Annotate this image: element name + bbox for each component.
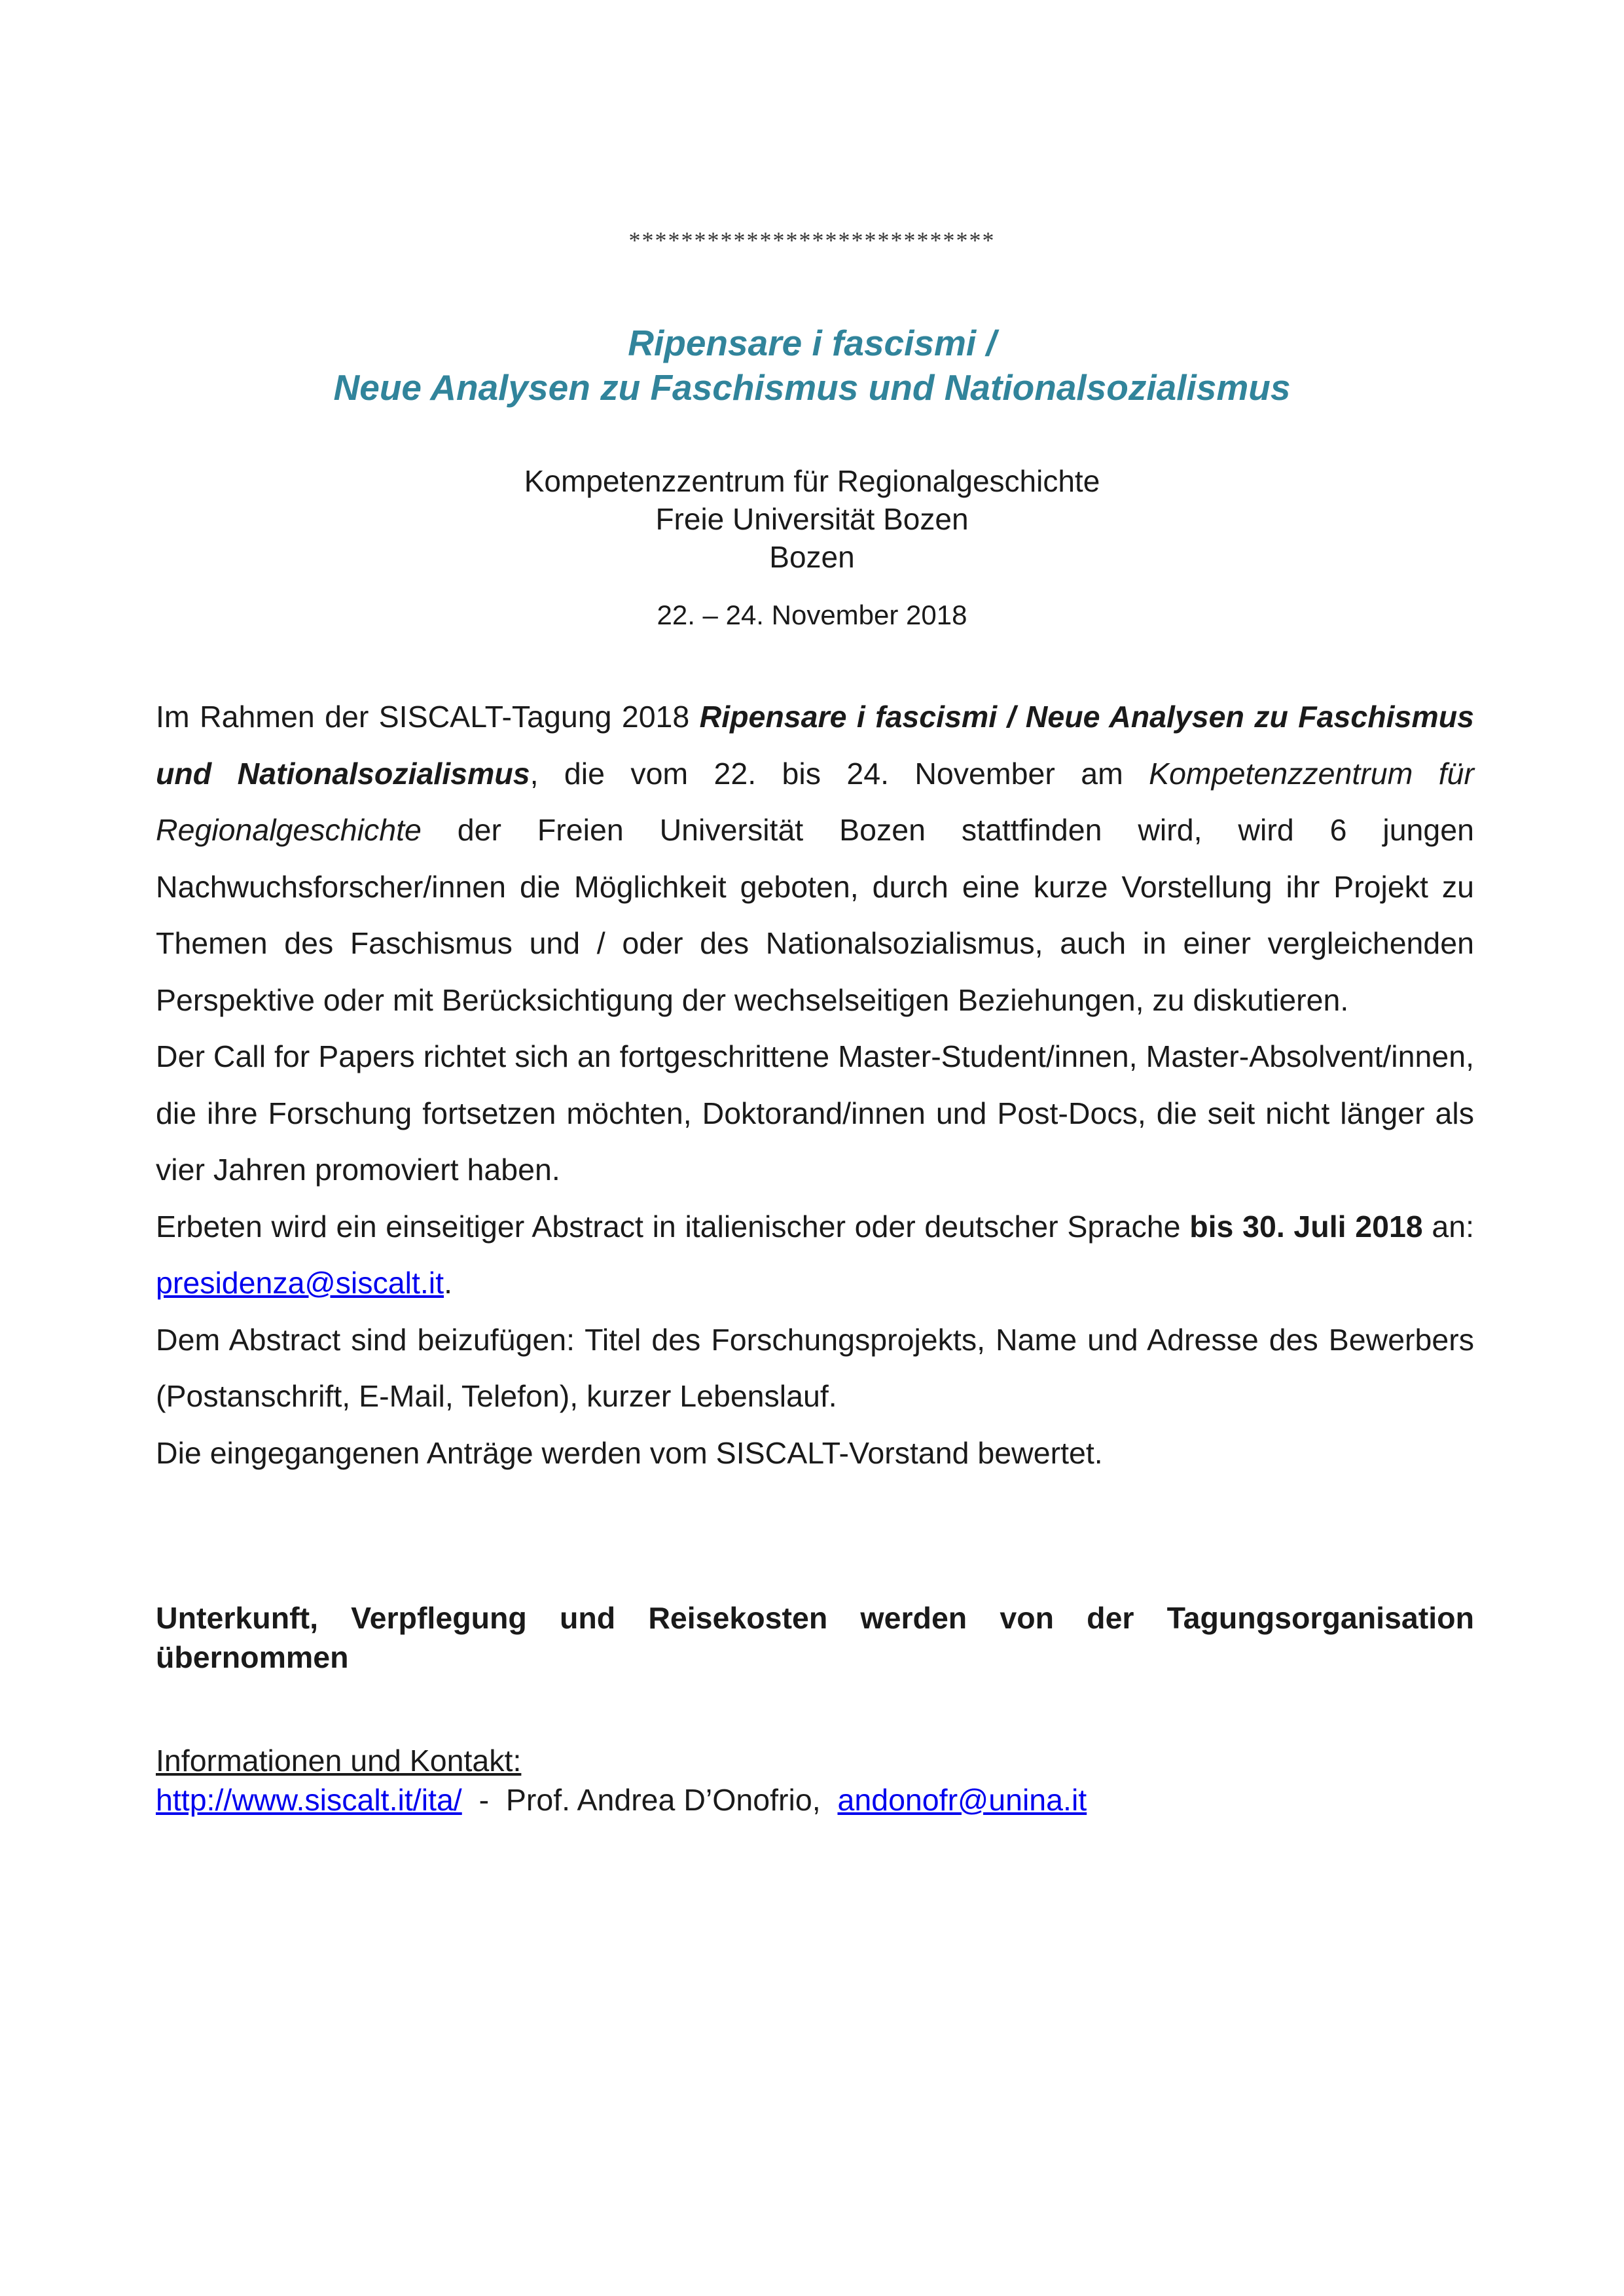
paragraph-3 xyxy=(156,1198,1474,1312)
title-line-1: Ripensare i fascismi / xyxy=(628,323,996,363)
paragraph-1-lead: Im Rahmen der SISCALT-Tagung 2018 xyxy=(156,700,700,734)
deadline-text: bis 30. Juli 2018 xyxy=(1189,1209,1423,1244)
conference-title-inline: Ripensare i fascismi / Neue Analysen zu Faschismus und Nationalsozialismus xyxy=(156,700,1475,791)
paragraph-3-lead: Erbeten wird ein einseitiger Abstract in italienischer oder deutscher Sprache xyxy=(156,1209,1190,1244)
contact-person: Prof. Andrea D’Onofrio, xyxy=(505,1783,838,1817)
contact-block xyxy=(156,1741,1474,1820)
title-line-2: Neue Analysen zu Faschismus und Nationalsozialismus xyxy=(333,367,1291,408)
paragraph-1-rest: der Freien Universität Bozen stattfinden wird, wird 6 jungen Nachwuchsforscher/innen die Möglichkeit geboten, durch eine kurze Vorstellung ihr Projekt zu Themen des Faschismus und / oder des Nationalsozialismus, auch in einer vergleichenden Perspektive oder mit Berücksichtigung der wechselseitigen Beziehungen, zu diskutieren. xyxy=(156,813,1474,1017)
paragraph-1-mid: , die vom 22. bis 24. November am xyxy=(530,756,1149,791)
venue-line-1: Kompetenzzentrum für Regionalgeschichte xyxy=(524,464,1100,498)
paragraph-3-end: . xyxy=(444,1266,452,1300)
website-link[interactable]: http://www.siscalt.it/ita/ xyxy=(156,1783,462,1817)
funding-notice xyxy=(156,1598,1474,1677)
institution-inline: Kompetenzzentrum für Regionalgeschichte xyxy=(156,756,1474,847)
contact-email-link[interactable]: andonofr@unina.it xyxy=(837,1783,1087,1817)
paragraph-5: Die eingegangenen Anträge werden vom SISCALT-Vorstand bewertet. xyxy=(156,1435,1103,1470)
body-text xyxy=(156,689,1474,1481)
paragraph-2: Der Call for Papers richtet sich an fortgeschrittene Master-Student/innen, Master-Absolvent/innen, die ihre Forschung fortsetzen möchten, Doktorand/innen und Post-Docs, die seit nicht länger als vier Jahren promoviert haben. xyxy=(156,1039,1474,1187)
separator-line: **************************** xyxy=(628,227,996,253)
paragraph-4: Dem Abstract sind beizufügen: Titel des Forschungsprojekts, Name und Adresse des Bewerbers (Postanschrift, E-Mail, Telefon), kurzer Lebenslauf. xyxy=(156,1322,1474,1413)
contact-heading: Informationen und Kontakt: xyxy=(156,1744,522,1778)
document-title xyxy=(0,321,1624,410)
funding-notice-line-1: Unterkunft, Verpflegung und Reisekosten werden von der Tagungsorganisation xyxy=(156,1601,1474,1635)
venue-line-2: Freie Universität Bozen xyxy=(655,502,969,536)
paragraph-1 xyxy=(156,689,1474,1028)
funding-notice-line-2: übernommen xyxy=(156,1640,349,1674)
paragraph-3-mid: an: xyxy=(1422,1209,1475,1244)
venue-block xyxy=(0,462,1624,576)
venue-line-3: Bozen xyxy=(769,540,855,574)
contact-row xyxy=(156,1780,1474,1820)
contact-separator: - xyxy=(461,1783,506,1817)
submission-email-link[interactable]: presidenza@siscalt.it xyxy=(156,1266,444,1300)
event-date: 22. – 24. November 2018 xyxy=(657,600,967,630)
